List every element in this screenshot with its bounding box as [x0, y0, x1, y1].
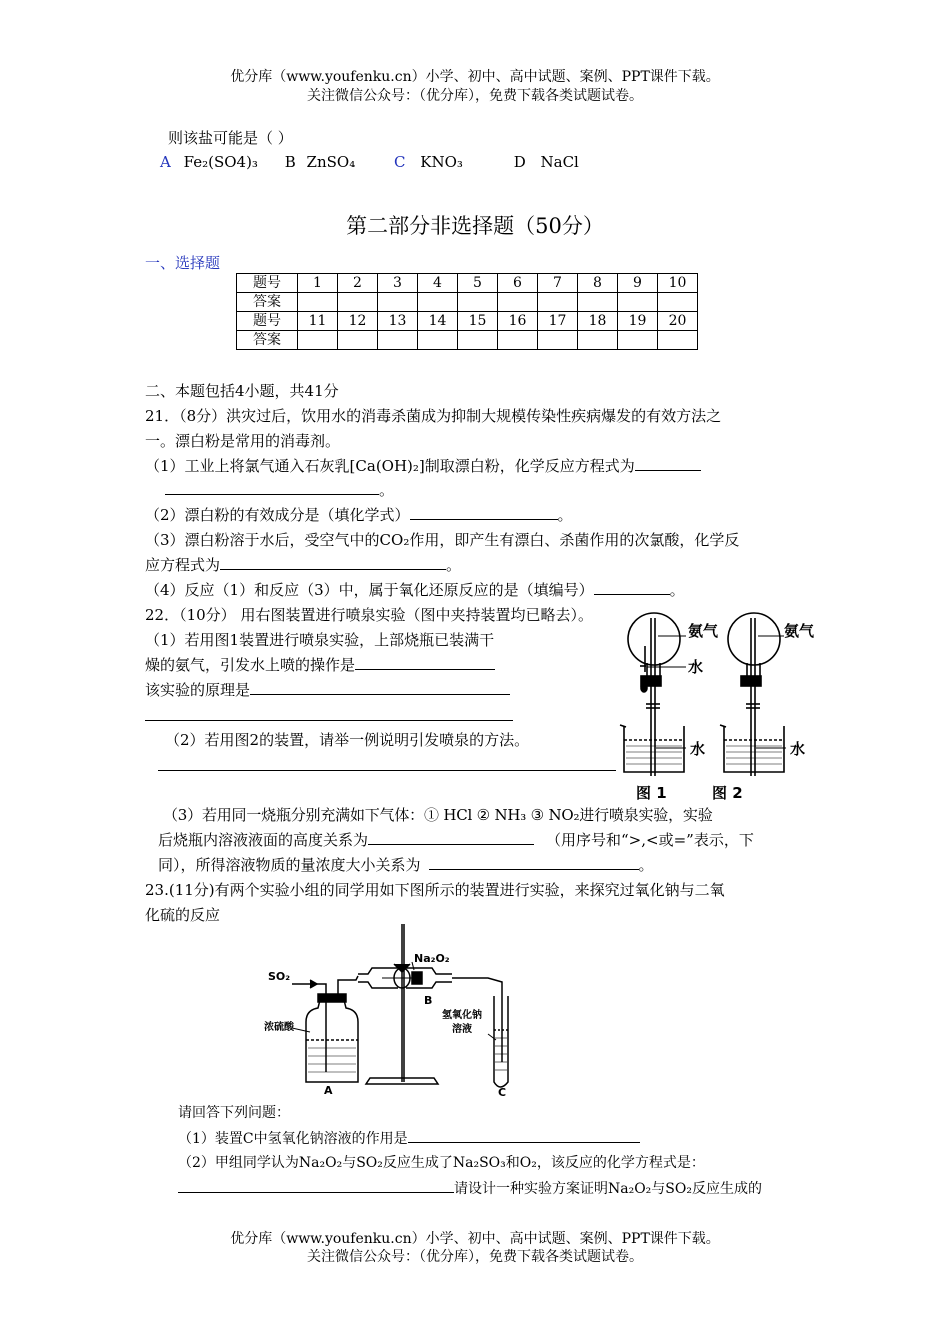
wash-bottle-a [306, 1000, 358, 1082]
flask-1-bulb [628, 613, 680, 665]
q21-part4-blank[interactable] [594, 579, 670, 595]
q22-part3-blank-b[interactable] [429, 854, 639, 870]
question-number-cell: 10 [658, 274, 698, 293]
header-line2: 关注微信公众号：（优分库），免费下载各类试题试卷。 [307, 88, 643, 104]
caption-figure-2: 图 2 [712, 784, 743, 802]
answer-cell[interactable] [658, 293, 698, 312]
answer-cell[interactable] [618, 293, 658, 312]
label-b: B [424, 994, 433, 1007]
label-water-dropper: 水 [688, 658, 704, 676]
answer-cell[interactable] [538, 331, 578, 350]
row-label: 题号 [237, 312, 298, 331]
answer-cell[interactable] [338, 331, 378, 350]
question-number-cell: 5 [458, 274, 498, 293]
option-d-letter: D [513, 153, 526, 171]
question-number-cell: 18 [578, 312, 618, 331]
section2-title: 二、本题包括4小题，共41分 [145, 382, 339, 400]
q21-stem-1: 21．（8分）洪灾过后，饮用水的消毒杀菌成为抑制大规模传染性疾病爆发的有效方法之 [145, 407, 722, 425]
label-naoh-2: 溶液 [452, 1024, 472, 1035]
label-ammonia-2: 氨气 [784, 622, 815, 640]
fountain-figure [614, 606, 824, 802]
answer-cell[interactable] [538, 293, 578, 312]
answer-cell[interactable] [458, 331, 498, 350]
q21-part1-blank-a[interactable] [635, 455, 701, 471]
q22-part3-c-text: 同），所得溶液物质的量浓度大小关系为 [158, 856, 421, 874]
answer-cell[interactable] [378, 293, 418, 312]
q22-part1-a: （1）若用图1装置进行喷泉实验，上部烧瓶已装满干 [145, 631, 495, 649]
q22-part2-blank[interactable] [158, 755, 616, 771]
test-tube-c [494, 996, 508, 1087]
option-c-text: KNO₃ [420, 153, 463, 171]
q23-part1 [178, 1127, 640, 1148]
period: 。 [557, 506, 573, 524]
q22-part3-b-tail: （用序号和“>,<或=”表示，下 [546, 831, 754, 849]
question-number-cell: 14 [418, 312, 458, 331]
label-water-2: 水 [790, 740, 806, 758]
q22-part3-b-text: 后烧瓶内溶液液面的高度关系为 [158, 831, 369, 849]
q21-part2 [145, 504, 573, 525]
q22-part3-c [158, 854, 654, 875]
q21-part4 [145, 579, 685, 600]
q23-stem-1: 23.(11分)有两个实验小组的同学用如下图所示的装置进行实验，来探究过氧化钠与二氧 [145, 881, 725, 899]
option-a-letter: A [160, 153, 171, 171]
label-a: A [324, 1084, 333, 1096]
period: 。 [446, 556, 462, 574]
q22-part1-c [145, 679, 510, 700]
answer-cell[interactable] [378, 331, 418, 350]
header-line1: 优分库（www.youfenku.cn）小学、初中、高中试题、案例、PPT课件下载。 [230, 69, 720, 85]
q23-part2-b [178, 1177, 762, 1198]
period: 。 [379, 481, 395, 499]
label-water-1: 水 [690, 740, 706, 758]
table-row [237, 331, 698, 350]
label-c: C [498, 1086, 507, 1096]
answer-cell[interactable] [498, 293, 538, 312]
question-number-cell: 17 [538, 312, 578, 331]
q21-part2-text: （2）漂白粉的有效成分是（填化学式） [145, 506, 410, 524]
option-a-text: Fe₂(SO4)₃ [183, 153, 258, 171]
q23-part1-blank[interactable] [408, 1127, 640, 1143]
q22-stem: 22．（10分） 用右图装置进行喷泉实验（图中夹持装置均已略去）。 [145, 606, 593, 624]
q23-ask: 请回答下列问题： [178, 1105, 290, 1121]
q22-part1-c-text: 该实验的原理是 [145, 681, 251, 699]
answer-cell[interactable] [578, 293, 618, 312]
q22-part3-a: （3）若用同一烧瓶分别充满如下气体：① HCl ② NH₃ ③ NO₂进行喷泉实验，实验 [163, 806, 713, 824]
q23-stem-2: 化硫的反应 [145, 906, 221, 924]
question-number-cell: 19 [618, 312, 658, 331]
row-label: 题号 [237, 274, 298, 293]
answer-cell[interactable] [418, 293, 458, 312]
q21-part1-text: （1）工业上将氯气通入石灰乳[Ca(OH)₂]制取漂白粉，化学反应方程式为 [145, 457, 635, 475]
beaker-1 [624, 726, 684, 772]
prev-question-options [160, 153, 579, 171]
question-number-cell: 2 [338, 274, 378, 293]
q21-stem-2: 一。漂白粉是常用的消毒剂。 [145, 432, 341, 450]
label-naoh-1: 氢氧化钠 [442, 1010, 482, 1021]
table-row [237, 312, 698, 331]
footer-line1: 优分库（www.youfenku.cn）小学、初中、高中试题、案例、PPT课件下载。 [230, 1231, 720, 1247]
q21-part3-b [145, 554, 461, 575]
label-na2o2: Na₂O₂ [414, 952, 450, 965]
answer-cell[interactable] [298, 331, 338, 350]
option-b-text: ZnSO₄ [306, 153, 356, 171]
label-conc-sulfuric: 浓硫酸 [264, 1022, 294, 1033]
q21-part2-blank[interactable] [410, 504, 558, 520]
q22-part3-blank-a[interactable] [368, 829, 534, 845]
q21-part4-text: （4）反应（1）和反应（3）中，属于氧化还原反应的是（填编号） [145, 581, 594, 599]
question-number-cell: 1 [298, 274, 338, 293]
q22-part1-blank-b[interactable] [250, 679, 510, 695]
caption-figure-1: 图 1 [636, 784, 667, 802]
question-number-cell: 8 [578, 274, 618, 293]
answer-table [236, 273, 698, 350]
answer-cell[interactable] [458, 293, 498, 312]
flask-2-bulb [728, 613, 780, 665]
period: 。 [669, 581, 685, 599]
row-label: 答案 [237, 293, 298, 312]
beaker-2 [724, 726, 784, 772]
q22-part1-blank-a[interactable] [355, 654, 495, 670]
q23-part1-text: （1）装置C中氢氧化钠溶液的作用是 [178, 1131, 408, 1147]
option-c-letter: C [393, 153, 406, 171]
q21-part3-a: （3）漂白粉溶于水后，受空气中的CO₂作用，即产生有漂白、杀菌作用的次氯酸，化学反 [145, 531, 740, 549]
answer-cell[interactable] [658, 331, 698, 350]
question-number-cell: 9 [618, 274, 658, 293]
question-number-cell: 6 [498, 274, 538, 293]
question-number-cell: 12 [338, 312, 378, 331]
question-number-cell: 13 [378, 312, 418, 331]
q23-part2-b-text: 请设计一种实验方案证明Na₂O₂与SO₂反应生成的 [454, 1181, 762, 1197]
table-row [237, 293, 698, 312]
q21-part1-blank-b[interactable] [165, 479, 379, 495]
question-number-cell: 4 [418, 274, 458, 293]
prev-question-stem: 则该盐可能是（ ） [168, 129, 293, 147]
question-number-cell: 7 [538, 274, 578, 293]
answer-cell[interactable] [578, 331, 618, 350]
q23-part2-a: （2）甲组同学认为Na₂O₂与SO₂反应生成了Na₂SO₃和O₂，该反应的化学方程式是： [178, 1155, 705, 1171]
q22-part3-b [158, 829, 754, 850]
question-number-cell: 3 [378, 274, 418, 293]
q22-part2: （2）若用图2的装置，请举一例说明引发喷泉的方法。 [165, 731, 530, 749]
q23-part2-blank[interactable] [178, 1177, 454, 1193]
apparatus-figure [262, 922, 536, 1096]
question-number-cell: 11 [298, 312, 338, 331]
q21-part3-blank[interactable] [220, 554, 446, 570]
part-title: 第二部分非选择题（50分） [346, 214, 604, 238]
answer-cell[interactable] [338, 293, 378, 312]
q22-part1-b-text: 燥的氨气，引发水上喷的操作是 [145, 656, 356, 674]
answer-cell[interactable] [618, 331, 658, 350]
answer-cell[interactable] [298, 293, 338, 312]
period: 。 [638, 856, 654, 874]
label-ammonia-1: 氨气 [688, 622, 719, 640]
label-so2: SO₂ [268, 970, 291, 983]
footer-line2: 关注微信公众号：（优分库），免费下载各类试题试卷。 [307, 1249, 643, 1265]
q21-part1 [145, 455, 701, 476]
q22-part1-blank-c[interactable] [145, 705, 513, 721]
table-row [237, 274, 698, 293]
option-b-letter: B [284, 153, 296, 171]
q21-part3-text: 应方程式为 [145, 556, 221, 574]
answer-cell[interactable] [498, 331, 538, 350]
question-number-cell: 16 [498, 312, 538, 331]
q21-part1-cont [165, 479, 394, 500]
question-number-cell: 20 [658, 312, 698, 331]
bottle-stopper [318, 994, 346, 1002]
section-choice-title: 一、选择题 [145, 254, 221, 272]
answer-cell[interactable] [418, 331, 458, 350]
row-label: 答案 [237, 331, 298, 350]
question-number-cell: 15 [458, 312, 498, 331]
option-d-text: NaCl [540, 153, 579, 171]
q22-part1-b [145, 654, 495, 675]
